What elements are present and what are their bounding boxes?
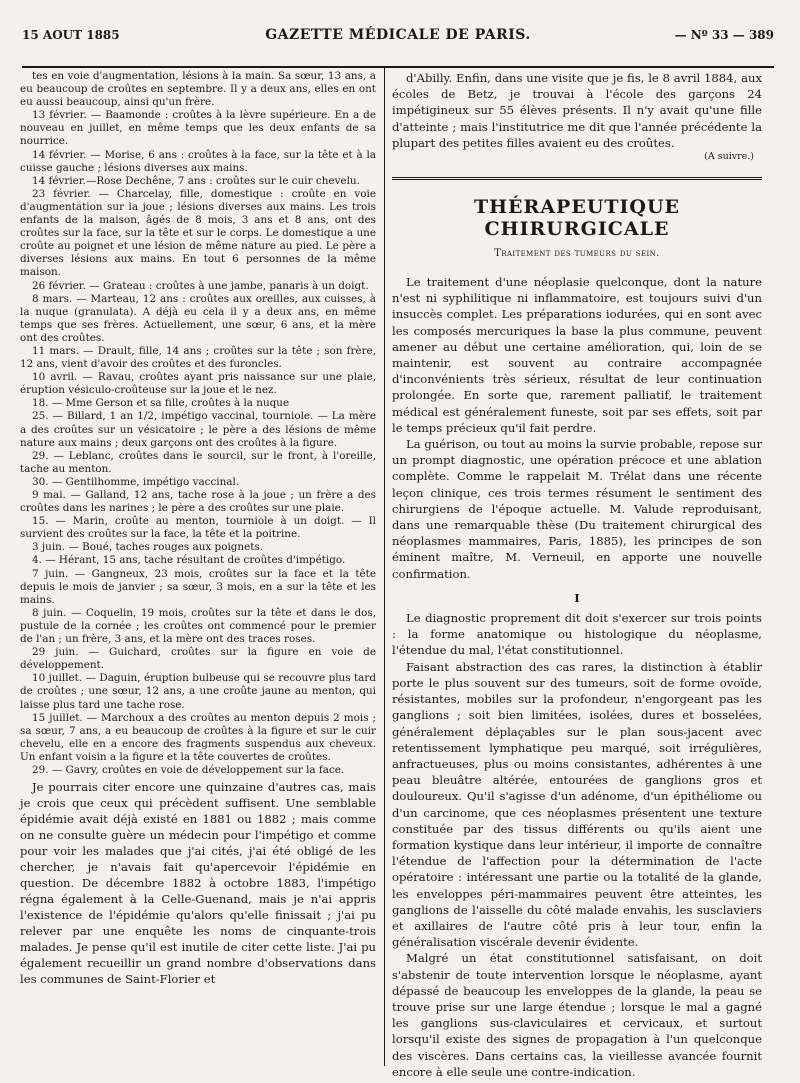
case-entry: 14 février.—Rose Dechêne, 7 ans : croûtes sur le cuir chevelu.: [32, 174, 360, 187]
case-entry: 29 juin. — Guichard, croûtes sur la figure en voie de développement.: [20, 646, 376, 672]
case-entry: 25. — Billard, 1 an 1/2, impétigo vaccinal, tourniole. — La mère a des croûtes sur un vésicatoire ; le père a des lésions de même nature aux mains ; deux garçons ont des croûtes à la figure.: [20, 410, 376, 449]
case-list: [20, 70, 376, 777]
intro-paragraphs: [392, 274, 762, 582]
case-entry: 29. — Gavry, croûtes en voie de développement sur la face.: [32, 763, 345, 776]
page-header: [22, 22, 774, 48]
to-be-continued: (A suivre.): [704, 151, 754, 163]
case-entry: 11 mars. — Drault, fille, 14 ans ; croûtes sur la tête ; son frère, 12 ans, vient d'avoir des croûtes et des furoncles.: [20, 344, 376, 371]
case-entry: 3 juin. — Boué, taches rouges aux poignets.: [32, 541, 264, 554]
right-column: [392, 70, 762, 1079]
column-rule: [384, 66, 385, 1066]
case-entry: 4. — Hérant, 15 ans, tache résultant de croûtes d'impétigo.: [32, 554, 346, 567]
case-entry: 15. — Marin, croûte au menton, tourniole à un doigt. — Il survient des croûtes sur la face, la tête et la poitrine.: [20, 515, 376, 541]
case-entry: 8 juin. — Coquelin, 19 mois, croûtes sur la tête et dans le dos, pustule de la cornée ; les croûtes ont commencé pour le premier de l'an ; un frère, 3 ans, et la mère ont des traces roses.: [20, 606, 376, 646]
body-paragraph: Le traitement d'une néoplasie quelconque, dont la nature n'est ni syphilitique ni inflammatoire, est toujours suivi d'un insuccès complet. Les préparations iodurées, qui en sont avec les composés mercuriques la base la plus commune, peuvent amener au début une certaine amélioration, qui, loin de se maintenir, est souvent au contraire accompagnée d'inconvénients très sérieux, résultat de leur continuation prolongée. En sorte que, rarement palliatif, le traitement médical est généralement funeste, soit par ses effets, soit par le temps précieux qu'il fait perdre.: [392, 275, 762, 435]
case-entry: 26 février. — Grateau : croûtes à une jambe, panaris à un doigt.: [32, 279, 369, 292]
case-entry: tes en voie d'augmentation, lésions à la main. Sa sœur, 13 ans, a eu beaucoup de croûtes en septembre. Il y a deux ans, elles en ont eu aussi beaucoup, ainsi qu'un frère.: [20, 70, 376, 109]
body-paragraph: Faisant abstraction des cas rares, la distinction à établir porte le plus souvent sur des tumeurs, soit de forme ovoïde, résistantes, mobiles sur la profondeur, n'engorgeant pas les ganglions ; soit bien limitées, isolées, dures et bosselées, généralement déplaçables sur le plan sous-jacent avec retentissement lymphatique peu marqué, soit irrégulières, anfractueuses, plus ou moins consistantes, adhérentes à une peau bleuâtre altérée, entourées de ganglions gros et douloureux. Qu'il s'agisse d'un adénome, d'un épithéliome ou d'un carcinome, que ces néoplasmes présentent une texture constituée par des tissus différents ou qu'ils aient une formation kystique dans leur intérieur, il importe de connaître l'étendue de l'affection pour la détermination de l'acte opératoire : intéressant une partie ou la totalité de la glande, les enveloppes péri-mammaires peuvent être atteintes, les ganglions de l'aisselle du côté malade envahis, les susclaviers et axillaires de l'autre côté pris à leur tour, enfin la généralisation viscérale devenir évidente.: [392, 659, 762, 950]
case-entry: 29. — Leblanc, croûtes dans le sourcil, sur le front, à l'oreille, tache au menton.: [20, 449, 376, 475]
body-paragraph: Malgré un état constitutionnel satisfaisant, on doit s'abstenir de toute intervention lorsque le néoplasme, ayant dépassé de beaucoup les enveloppes de la glande, la peau se trouve prise sur une large étendue ; lorsque le mal a gagné les ganglions sus-claviculaires et cervicaux, et surtout lorsqu'il existe des signes de propagation à l'un quelconque des viscères. Dans certains cas, la vieillesse avancée fournit encore à elle seule une contre-indication.: [392, 951, 762, 1079]
case-entry: 13 février. — Baamonde : croûtes à la lèvre supérieure. En a de nouveau en juillet, en même temps que les deux enfants de sa nourrice.: [20, 109, 376, 148]
case-entry: 30. — Gentilhomme, impétigo vaccinal.: [32, 475, 240, 488]
body-paragraph: Le diagnostic proprement dit doit s'exercer sur trois points : la forme anatomique ou histologique du néoplasme, l'étendue du mal, l'état constitutionnel.: [392, 611, 762, 658]
case-entry: 8 mars. — Marteau, 12 ans : croûtes aux oreilles, aux cuisses, à la nuque (granulata). A déjà eu cela il y a deux ans, en même temps que ses frères. Actuellement, une sœur, 6 ans, et la mère ont des croûtes.: [20, 292, 376, 344]
section-number: I: [574, 590, 580, 605]
diagnosis-paragraphs: [392, 610, 762, 1080]
case-entry: 7 juin. — Gangneux, 23 mois, croûtes sur la face et la tête depuis le mois de janvier ; sa sœur, 3 mois, en a sur la tête et les mains.: [20, 567, 376, 606]
case-entry: 10 juillet. — Daguin, éruption bulbeuse qui se recouvre plus tard de croûtes ; une sœur, 12 ans, a une croûte jaune au menton, qui laisse plus tard une tache rose.: [20, 672, 376, 711]
case-entry: 14 février. — Morise, 6 ans : croûtes à la face, sur la tête et à la cuisse gauche ; lésions diverses aux mains.: [20, 148, 376, 174]
case-entry: 15 juillet. — Marchoux a des croûtes au menton depuis 2 mois ; sa sœur, 7 ans, a eu beaucoup de croûtes à la figure et sur le cuir chevelu, elle en a encore des fragments suspendus aux cheveux. Un enfant voisin a la figure et la tête couvertes de croûtes.: [20, 711, 376, 763]
closing-paragraph: Je pourrais citer encore une quinzaine d'autres cas, mais je crois que ceux qui précèdent suffisent. Une semblable épidémie avait déjà existé en 1881 ou 1882 ; mais comme on ne consulte guère un médecin pour l'impétigo et comme pour voir les malades que j'ai cités, j'ai été obligé de les chercher, je n'avais fait qu'apercevoir l'épidémie en question. De décembre 1882 à octobre 1883, l'impétigo régna également à la Celle-Guenand, mais je n'ai appris l'existence de l'épidémie qu'alors qu'elle finissait ; j'ai pu relever par une enquête les noms de cinquante-trois malades. Je pense qu'il est inutile de citer cette liste. J'ai pu également recueillir un grand nombre d'observations dans les communes de Saint-Florier et: [20, 780, 376, 987]
case-entry: 23 février. — Charcelay, fille, domestique : croûte en voie d'augmentation sur la joue ; lésions diverses aux mains. Les trois enfants de la maison, âgés de 8 mois, 3 ans et 8 ans, ont des croûtes sur la face, sur la tête et sur le corps. Le domestique a une croûte au poignet et une lésion de même nature au pied. Le père a diverses lésions aux mains. En tout 6 personnes de la même maison.: [20, 187, 376, 279]
page-number: — Nº 33 — 389: [674, 28, 774, 42]
left-column: [20, 70, 376, 1070]
issue-date: 15 AOUT 1885: [22, 28, 120, 42]
continuation-paragraph: d'Abilly. Enfin, dans une visite que je fis, le 8 avril 1884, aux écoles de Betz, je trouvai à l'école des garçons 24 impétigineux sur 55 élèves présents. Il n'y avait qu'une fille d'atteinte ; mais l'institutrice me dit que l'année précédente la plupart des petites filles avaient eu des croûtes.: [392, 71, 762, 150]
section-divider: [392, 177, 762, 180]
case-entry: 9 mai. — Galland, 12 ans, tache rose à la joue ; un frère a des croûtes dans les narines ; le père a des croûtes sur une plaie.: [20, 489, 376, 515]
section-subtitle: Traitement des tumeurs du sein.: [494, 248, 660, 260]
case-entry: 10 avril. — Ravau, croûtes ayant pris naissance sur une plaie, éruption vésiculo-croûteuse sur la joue et le nez.: [20, 371, 376, 397]
section-title: THÉRAPEUTIQUE CHIRURGICALE: [473, 196, 681, 241]
header-rule: [22, 66, 774, 68]
body-paragraph: La guérison, ou tout au moins la survie probable, repose sur un prompt diagnostic, une opération précoce et une ablation complète. Comme le rappelait M. Trélat dans une récente leçon clinique, ces trois termes résument le sentiment des chirurgiens de l'époque actuelle. M. Valude reproduisant, dans une remarquable thèse (Du traitement chirurgical des néoplasmes mammaires, Paris, 1885), les principes de son éminent maître, M. Verneuil, en apporte une nouvelle confirmation.: [392, 437, 762, 581]
case-entry: 18. — Mme Gerson et sa fille, croûtes à la nuque: [32, 397, 290, 410]
journal-title: GAZETTE MÉDICALE DE PARIS.: [265, 27, 531, 43]
